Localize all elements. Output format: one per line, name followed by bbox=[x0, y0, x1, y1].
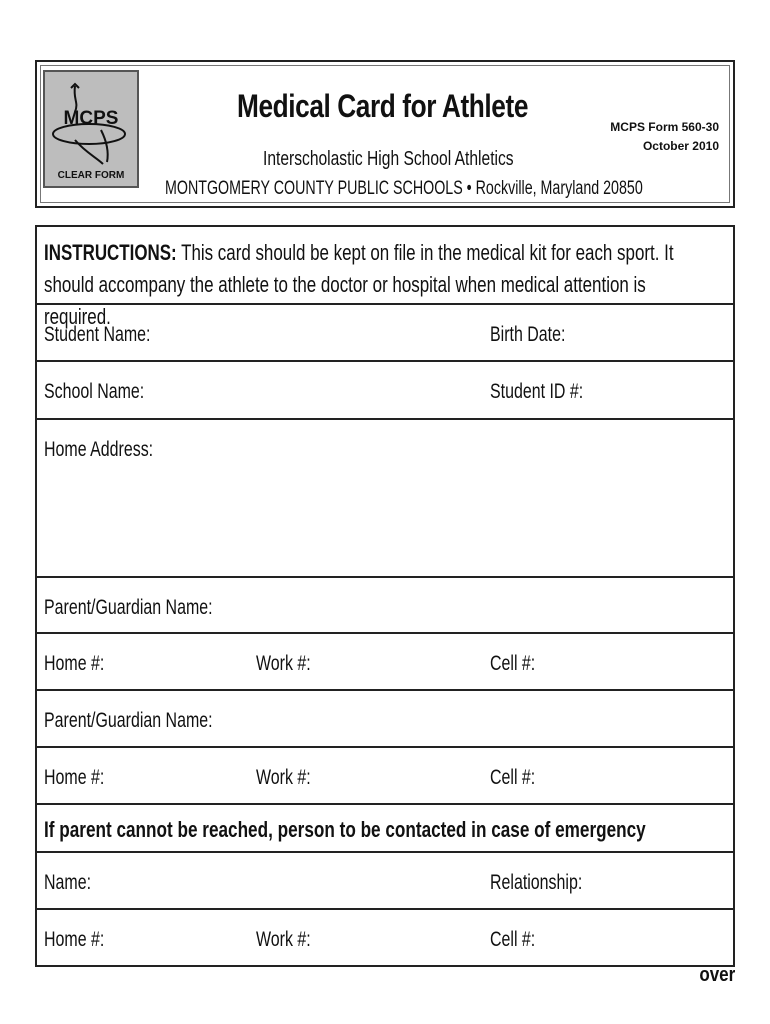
emergency-heading-row bbox=[37, 805, 733, 853]
guardian2-name-label: Parent/Guardian Name: bbox=[44, 709, 213, 732]
guardian2-work-field[interactable] bbox=[317, 762, 481, 792]
school-name-label: School Name: bbox=[44, 380, 145, 403]
guardian1-work-label: Work #: bbox=[256, 652, 311, 675]
logo-text: MCPS bbox=[63, 108, 119, 129]
emergency-name-label: Name: bbox=[44, 871, 92, 894]
emergency-name-row bbox=[37, 853, 733, 910]
guardian1-name-field[interactable] bbox=[217, 592, 726, 622]
emergency-home-label: Home #: bbox=[44, 928, 105, 951]
guardian2-name-field[interactable] bbox=[217, 705, 726, 735]
guardian2-cell-field[interactable] bbox=[542, 762, 731, 792]
form-header bbox=[35, 60, 735, 208]
guardian1-name-label: Parent/Guardian Name: bbox=[44, 596, 213, 619]
student-id-field[interactable] bbox=[592, 376, 731, 406]
emergency-cell-label: Cell #: bbox=[490, 928, 536, 951]
student-name-label: Student Name: bbox=[44, 323, 151, 346]
page-title: Medical Card for Athlete bbox=[237, 88, 528, 124]
home-address-row bbox=[37, 420, 733, 578]
guardian1-name-row bbox=[37, 578, 733, 634]
instructions-lead: INSTRUCTIONS: bbox=[44, 240, 177, 265]
birth-date-label: Birth Date: bbox=[490, 323, 566, 346]
emergency-work-field[interactable] bbox=[317, 924, 481, 954]
guardian1-phone-row bbox=[37, 634, 733, 691]
guardian1-home-label: Home #: bbox=[44, 652, 105, 675]
guardian2-home-label: Home #: bbox=[44, 766, 105, 789]
emergency-home-field[interactable] bbox=[112, 924, 251, 954]
birth-date-field[interactable] bbox=[572, 319, 731, 349]
relationship-field[interactable] bbox=[592, 867, 731, 897]
over-indicator: over bbox=[699, 964, 735, 986]
emergency-name-field[interactable] bbox=[102, 867, 481, 897]
clear-form-button[interactable] bbox=[43, 70, 139, 188]
guardian1-home-field[interactable] bbox=[112, 648, 251, 678]
guardian1-work-field[interactable] bbox=[317, 648, 481, 678]
emergency-work-label: Work #: bbox=[256, 928, 311, 951]
guardian2-work-label: Work #: bbox=[256, 766, 311, 789]
guardian2-cell-label: Cell #: bbox=[490, 766, 536, 789]
school-name-field[interactable] bbox=[155, 376, 479, 406]
guardian1-cell-field[interactable] bbox=[542, 648, 731, 678]
home-address-label: Home Address: bbox=[44, 438, 154, 461]
school-row bbox=[37, 362, 733, 420]
home-address-field[interactable] bbox=[162, 436, 726, 570]
form-date: October 2010 bbox=[642, 139, 719, 153]
guardian1-cell-label: Cell #: bbox=[490, 652, 536, 675]
page-subtitle: Interscholastic High School Athletics bbox=[263, 148, 514, 170]
emergency-heading: If parent cannot be reached, person to be contacted in case of emergency bbox=[44, 817, 646, 842]
guardian2-phone-row bbox=[37, 748, 733, 805]
clear-form-label[interactable]: CLEAR FORM bbox=[57, 170, 125, 181]
student-name-row bbox=[37, 305, 733, 362]
agency-line: MONTGOMERY COUNTY PUBLIC SCHOOLS • Rockville, Maryland 20850 bbox=[165, 178, 643, 199]
instructions-row bbox=[37, 227, 733, 329]
instructions-body: This card should be kept on file in the medical kit for each sport. It should accompany the athlete to the doctor or hospital when medical attention is required. bbox=[44, 240, 674, 329]
guardian2-name-row bbox=[37, 691, 733, 748]
relationship-label: Relationship: bbox=[490, 871, 583, 894]
student-id-label: Student ID #: bbox=[490, 380, 584, 403]
form-number: MCPS Form 560-30 bbox=[610, 120, 719, 134]
student-name-field[interactable] bbox=[155, 319, 479, 349]
emergency-cell-field[interactable] bbox=[542, 924, 731, 954]
medical-card-form bbox=[35, 225, 735, 967]
emergency-phone-row bbox=[37, 910, 733, 965]
guardian2-home-field[interactable] bbox=[112, 762, 251, 792]
